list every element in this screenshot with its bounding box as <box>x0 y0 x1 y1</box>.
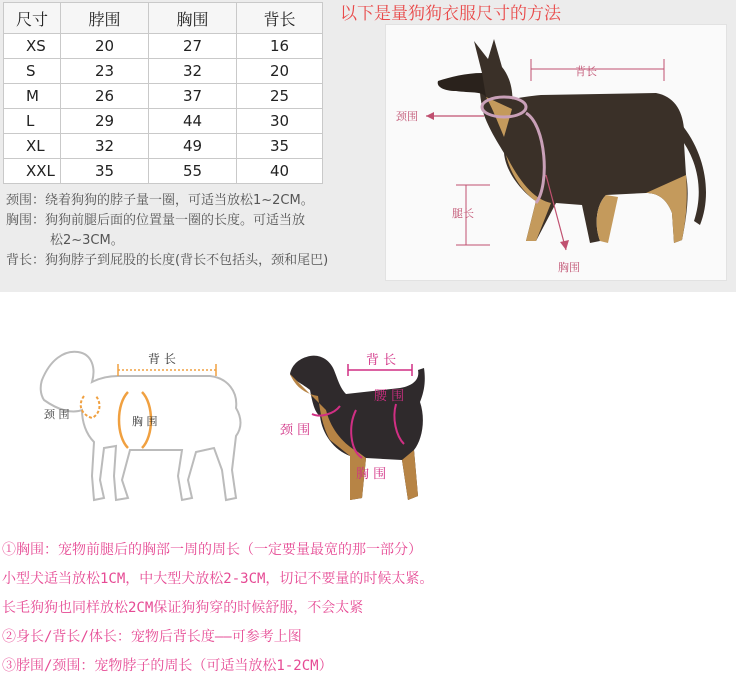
cell-size: XL <box>4 134 61 159</box>
table-row <box>4 84 323 109</box>
cell-neck: 32 <box>61 134 149 159</box>
photo-neck-label: 颈围 <box>396 110 418 123</box>
desc-line-chest: ①胸围：宠物前腿后的胸部一周的周长（一定要量最宽的那一部分） <box>2 542 422 558</box>
table-row <box>4 109 323 134</box>
cell-back: 30 <box>237 109 323 134</box>
bottom-illustrations <box>0 330 736 530</box>
desc-line-long-hair: 长毛狗狗也同样放松2CM保证狗狗穿的时候舒服，不会太紧 <box>2 600 364 616</box>
cell-neck: 29 <box>61 109 149 134</box>
size-table <box>3 2 323 184</box>
shepherd-dog-icon <box>438 39 706 243</box>
cell-size: XS <box>4 34 61 59</box>
header-size: 尺寸 <box>4 3 61 34</box>
terrier-chest-label: 胸 围 <box>356 467 387 482</box>
header-chest: 胸围 <box>149 3 237 34</box>
table-row <box>4 134 323 159</box>
cell-size: S <box>4 59 61 84</box>
table-header-row <box>4 3 323 34</box>
cell-chest: 27 <box>149 34 237 59</box>
cell-size: L <box>4 109 61 134</box>
note-neck: 颈围：绕着狗狗的脖子量一圈，可适当放松1~2CM。 <box>6 193 314 208</box>
note-chest: 胸围：狗狗前腿后面的位置量一圈的长度。可适当放 <box>6 213 306 228</box>
sketch-neck-ring <box>81 396 100 418</box>
photo-leg-label: 腿长 <box>452 207 474 220</box>
cell-chest: 44 <box>149 109 237 134</box>
header-neck: 脖围 <box>61 3 149 34</box>
cell-back: 20 <box>237 59 323 84</box>
cell-back: 25 <box>237 84 323 109</box>
cell-size: M <box>4 84 61 109</box>
cell-back: 16 <box>237 34 323 59</box>
header-back: 背长 <box>237 3 323 34</box>
desc-line-body-length: ②身长/背长/体长：宠物后背长度——可参考上图 <box>2 629 302 645</box>
photo-back-label: 背长 <box>575 65 597 78</box>
cell-chest: 37 <box>149 84 237 109</box>
table-row <box>4 59 323 84</box>
desc-line-neck: ③脖围/颈围：宠物脖子的周长（可适当放松1-2CM） <box>2 658 333 674</box>
sketch-chest-label: 胸 围 <box>132 415 158 428</box>
measurement-notes <box>6 191 356 271</box>
photo-chest-label: 胸围 <box>558 261 580 274</box>
cell-back: 35 <box>237 134 323 159</box>
cell-chest: 32 <box>149 59 237 84</box>
shepherd-measure-illustration <box>385 24 727 281</box>
cell-neck: 35 <box>61 159 149 184</box>
sketch-neck-label: 颈 围 <box>44 408 70 421</box>
cell-neck: 26 <box>61 84 149 109</box>
cell-neck: 20 <box>61 34 149 59</box>
sketch-back-label: 背 长 <box>148 352 176 366</box>
cell-back: 40 <box>237 159 323 184</box>
cell-neck: 23 <box>61 59 149 84</box>
terrier-back-label: 背 长 <box>366 353 397 368</box>
cell-chest: 49 <box>149 134 237 159</box>
note-back: 背长：狗狗脖子到屁股的长度(背长不包括头，颈和尾巴) <box>6 253 329 268</box>
cell-chest: 55 <box>149 159 237 184</box>
description-block <box>2 536 736 681</box>
terrier-waist-label: 腰 围 <box>374 389 405 404</box>
method-title: 以下是量狗狗衣服尺寸的方法 <box>340 4 561 24</box>
terrier-neck-label: 颈 围 <box>280 423 311 438</box>
table-row <box>4 159 323 184</box>
note-chest-cont: 松2~3CM。 <box>50 233 124 248</box>
table-row <box>4 34 323 59</box>
desc-line-small-dog: 小型犬适当放松1CM，中大型犬放松2-3CM，切记不要量的时候太紧。 <box>2 571 434 587</box>
cell-size: XXL <box>4 159 61 184</box>
